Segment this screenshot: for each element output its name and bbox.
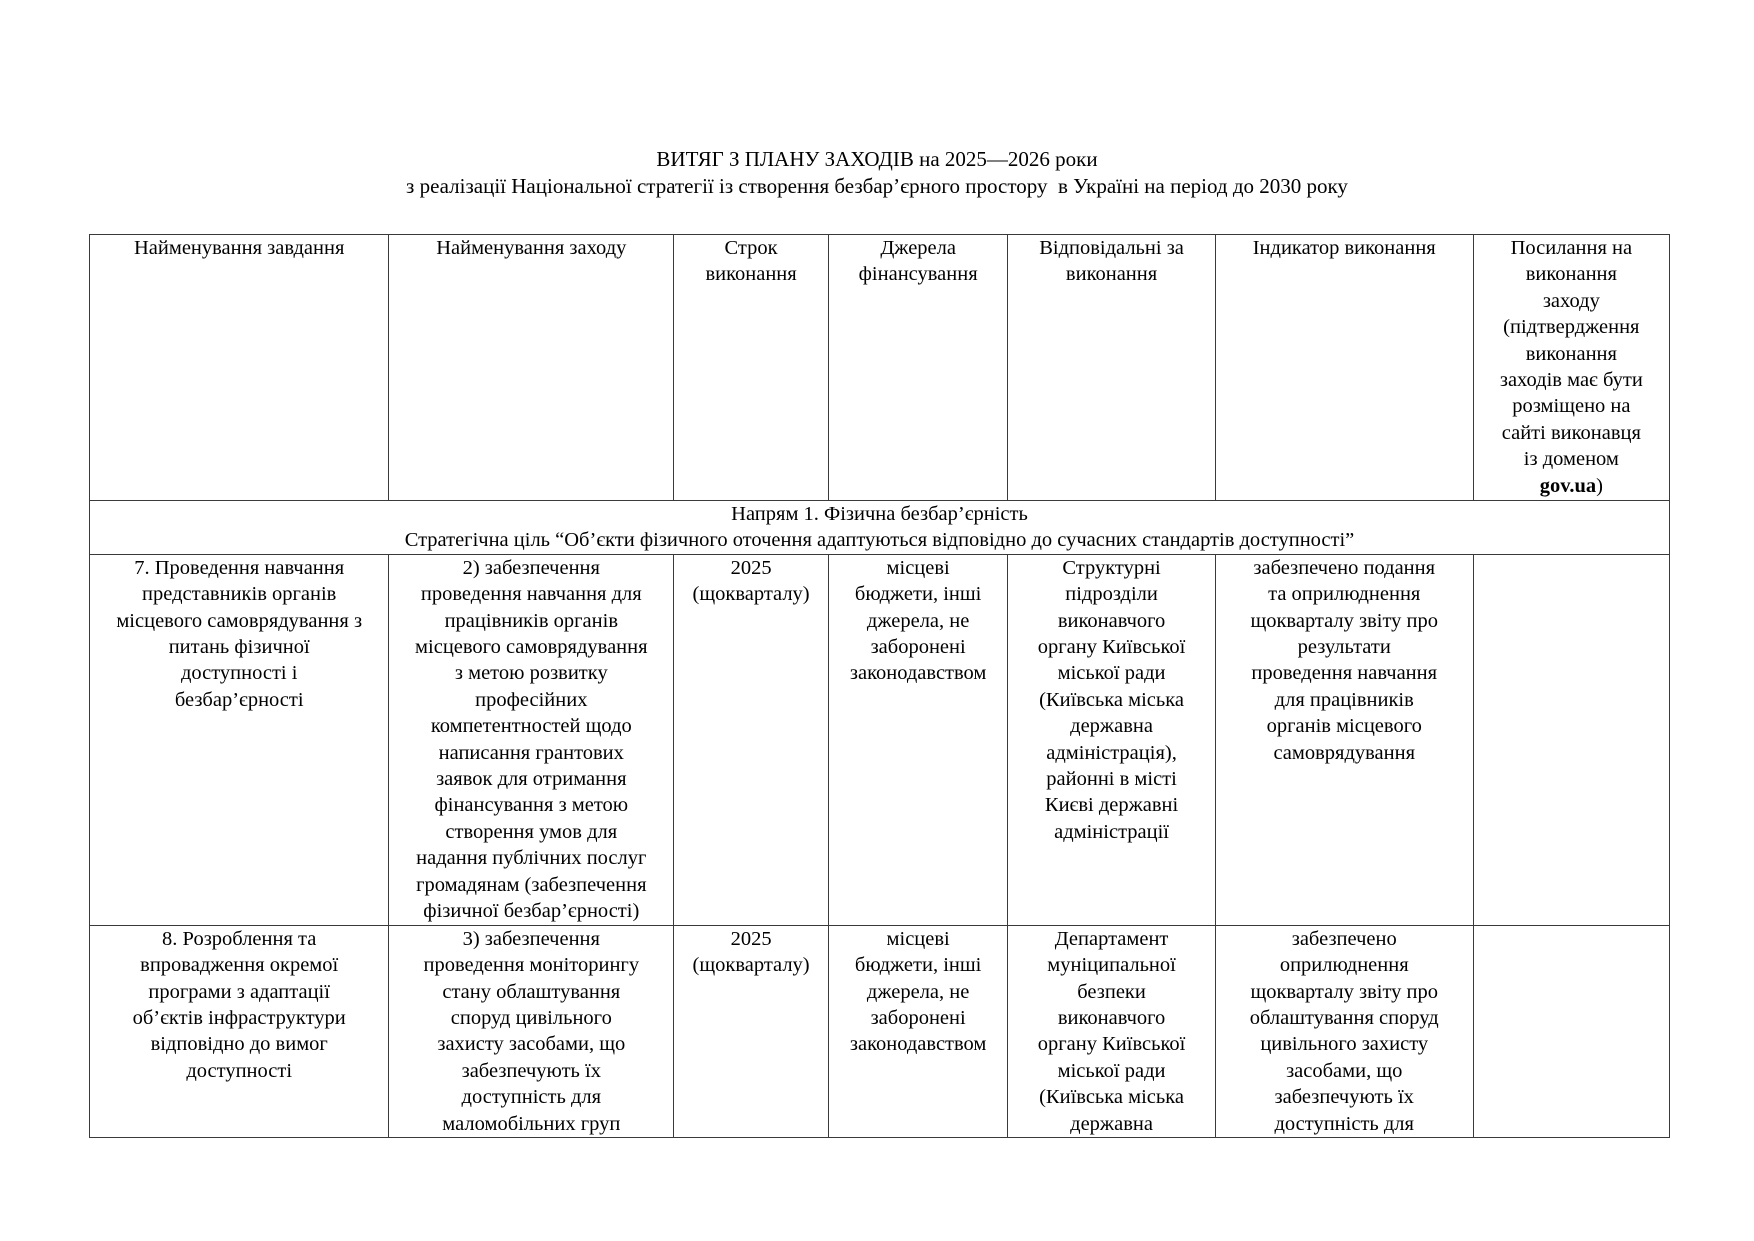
cell-task: 8. Розроблення та впровадження окремої програми з адаптації об’єктів інфраструктури відповідно до вимог доступності xyxy=(90,925,389,1137)
document-title-block xyxy=(0,146,1754,200)
document-subtitle: з реалізації Національної стратегії із створення безбар’єрного простору в Україні на період до 2030 року xyxy=(406,174,1348,198)
cell-measure: 3) забезпечення проведення моніторингу стану облаштування споруд цивільного захисту засобами, що забезпечують їх доступність для маломобільних груп xyxy=(389,925,674,1137)
cell-funding: місцеві бюджети, інші джерела, не заборонені законодавством xyxy=(828,925,1007,1137)
document-title: ВИТЯГ З ПЛАНУ ЗАХОДІВ на 2025—2026 роки xyxy=(656,147,1098,171)
gov-ua-domain: gov.ua xyxy=(1539,474,1597,497)
header-link: Посилання на виконання заходу (підтвердження виконання заходів має бути розміщено на сайті виконавця із доменом gov.ua) xyxy=(1473,235,1669,501)
table-row xyxy=(90,554,1670,925)
cell-task: 7. Проведення навчання представників органів місцевого самоврядування з питань фізичної доступності і безбар’єрності xyxy=(90,554,389,925)
table-header-row xyxy=(90,235,1670,501)
cell-deadline: 2025 (щокварталу) xyxy=(674,554,829,925)
header-measure-name: Найменування заходу xyxy=(389,235,674,501)
cell-measure: 2) забезпечення проведення навчання для працівників органів місцевого самоврядування з метою розвитку професійних компетентностей щодо написання грантових заявок для отримання фінансування з метою створення умов для надання публічних послуг громадянам (забезпечення фізичної безбар’єрності) xyxy=(389,554,674,925)
action-plan-table xyxy=(89,234,1670,1138)
cell-funding: місцеві бюджети, інші джерела, не заборонені законодавством xyxy=(828,554,1007,925)
header-deadline: Строк виконання xyxy=(674,235,829,501)
header-responsible: Відповідальні за виконання xyxy=(1008,235,1215,501)
section-strategic-goal: Стратегічна ціль “Об’єкти фізичного оточення адаптуються відповідно до сучасних стандартів доступності” xyxy=(404,529,1355,552)
header-indicator: Індикатор виконання xyxy=(1215,235,1473,501)
cell-responsible: Департамент муніципальної безпеки виконавчого органу Київської міської ради (Київська міська державна xyxy=(1008,925,1215,1137)
section-row xyxy=(90,501,1670,555)
cell-responsible: Структурні підрозділи виконавчого органу Київської міської ради (Київська міська державна адміністрація), районні в місті Києві державні адміністрації xyxy=(1008,554,1215,925)
cell-deadline: 2025 (щокварталу) xyxy=(674,925,829,1137)
table-row xyxy=(90,925,1670,1137)
section-cell xyxy=(90,501,1670,555)
cell-indicator: забезпечено оприлюднення щокварталу звіту про облаштування споруд цивільного захисту засобами, що забезпечують їх доступність для xyxy=(1215,925,1473,1137)
cell-indicator: забезпечено подання та оприлюднення щокварталу звіту про результати проведення навчання для працівників органів місцевого самоврядування xyxy=(1215,554,1473,925)
cell-link xyxy=(1473,554,1669,925)
header-funding: Джерела фінансування xyxy=(828,235,1007,501)
section-direction: Напрям 1. Фізична безбар’єрність xyxy=(731,503,1028,525)
header-task-name: Найменування завдання xyxy=(90,235,389,501)
cell-link xyxy=(1473,925,1669,1137)
